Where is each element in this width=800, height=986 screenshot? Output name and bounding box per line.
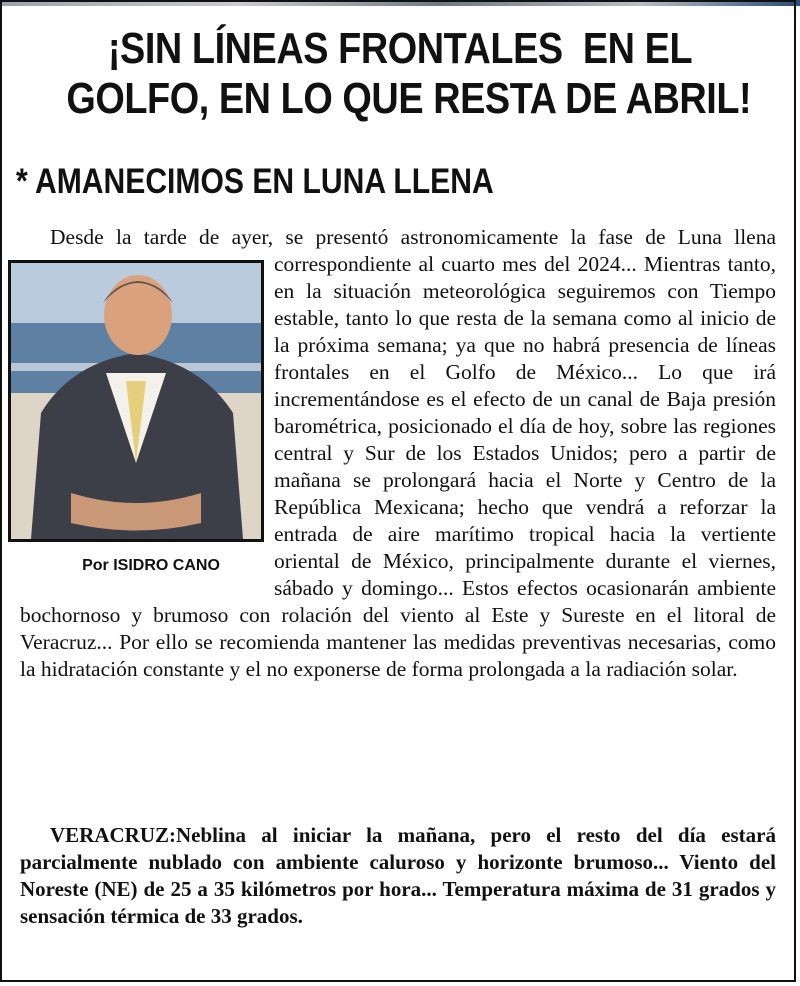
author-photo bbox=[8, 260, 264, 542]
photo-credit: Por ISIDRO CANO bbox=[82, 557, 220, 574]
author-photo-block bbox=[8, 260, 264, 582]
article-body bbox=[20, 224, 776, 683]
subheadline: * AMANECIMOS EN LUNA LLENA bbox=[16, 162, 494, 201]
forecast-text: VERACRUZ:Neblina al iniciar la mañana, pero el resto del día estará parcialmente nublado con ambiente caluroso y horizonte brumoso... Viento del Noreste (NE) de 25 a 35 kilómetros por hora... Temperatura máxima de 31 grados y sensación térmica de 33 grados. bbox=[20, 823, 776, 928]
headline-line-1: ¡SIN LÍNEAS FRONTALES EN EL bbox=[107, 24, 693, 73]
author-portrait-image bbox=[11, 263, 261, 539]
article-text-start: Desde la tarde de ayer, se presentó astronomicamente la fase de Luna llena correspondiente al cuarto mes del 2024... Mientras tanto, bbox=[50, 225, 776, 276]
headline-line-2: GOLFO, EN LO QUE RESTA DE ABRIL! bbox=[66, 74, 752, 123]
veracruz-forecast bbox=[20, 822, 776, 930]
headline bbox=[66, 24, 752, 124]
article-paragraph bbox=[20, 224, 776, 683]
article-text-rest: en la situación meteorológica seguiremos con Tiempo estable, tanto lo que resta de la semana como al inicio de la próxima semana; ya que no habrá presencia de líneas frontales en el Golfo de México... Lo que irá incrementándose es el efecto de un canal de Baja presión barométrica, posicionado el día de hoy, sobre las regiones central y Sur de los Estados Unidos; pero a partir de mañana se prolongará hacia el Norte y Centro de la República Mexicana; hecho que vendrá a reforzar la entrada de aire marítimo tropical hacia la vertiente oriental de México, principalmente durante el viernes, sábado y domingo... Estos efectos ocasionarán ambiente bochornoso y brumoso con rolación del viento al Este y Sureste en el litoral de Veracruz... Por ello se recomienda mantener las medidas preventivas necesarias, como la hidratación constante y el no exponerse de forma prolongada a la radiación solar. bbox=[20, 279, 776, 681]
